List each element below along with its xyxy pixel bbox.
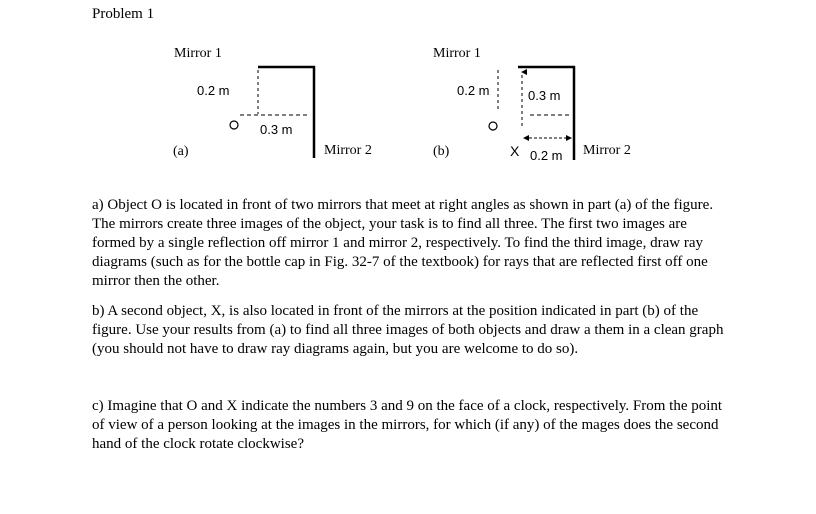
mirror1-label-b: Mirror 1 [433, 46, 481, 61]
paragraph-a: a) Object O is located in front of two mirrors that meet at right angles as shown in part (a) of the figure. The mirrors create three images of the object, your task is to find all three. The first two images are formed by a single reflection off mirror 1 and mirror 2, respectively. To find the third image, draw ray diagrams (such as for the bottle cap in Fig. 32-7 of the textbook) for rays that are reflected first off one mirror then the other. [92, 197, 714, 289]
dim-label-o-vertical-b: 0.2 m [457, 83, 490, 98]
dim-label-vertical-a: 0.2 m [197, 83, 230, 98]
dim-label-x-horizontal-b: 0.2 m [530, 148, 563, 163]
paragraph-c: c) Imagine that O and X indicate the numbers 3 and 9 on the face of a clock, respectively. From the point of view of a person looking at the images in the mirrors, for which (if any) of the mages does the second hand of the clock rotate clockwise? [92, 398, 723, 452]
figure-part-b [433, 46, 631, 163]
dim-label-horizontal-a: 0.3 m [260, 122, 293, 137]
figure-part-a [173, 46, 372, 159]
dim-label-x-vertical-b: 0.3 m [528, 88, 561, 103]
problem-title: Problem 1 [92, 6, 155, 22]
object-x-label-b: X [510, 143, 520, 159]
mirror-figure [0, 0, 816, 175]
paragraph-b: b) A second object, X, is also located in front of the mirrors at the position indicated in part (b) of the figure. Use your results from (a) to find all three images of both objects and draw a them in a clean graph (you should not have to draw ray diagrams again, but you are welcome to do so). [92, 303, 724, 357]
mirror2-label-b: Mirror 2 [583, 143, 631, 158]
object-o-a [230, 121, 238, 129]
part-label-a: (a) [173, 144, 189, 159]
part-label-b: (b) [433, 144, 450, 159]
object-o-b [489, 122, 497, 130]
mirror1-label-a: Mirror 1 [174, 46, 222, 61]
mirror2-label-a: Mirror 2 [324, 143, 372, 158]
